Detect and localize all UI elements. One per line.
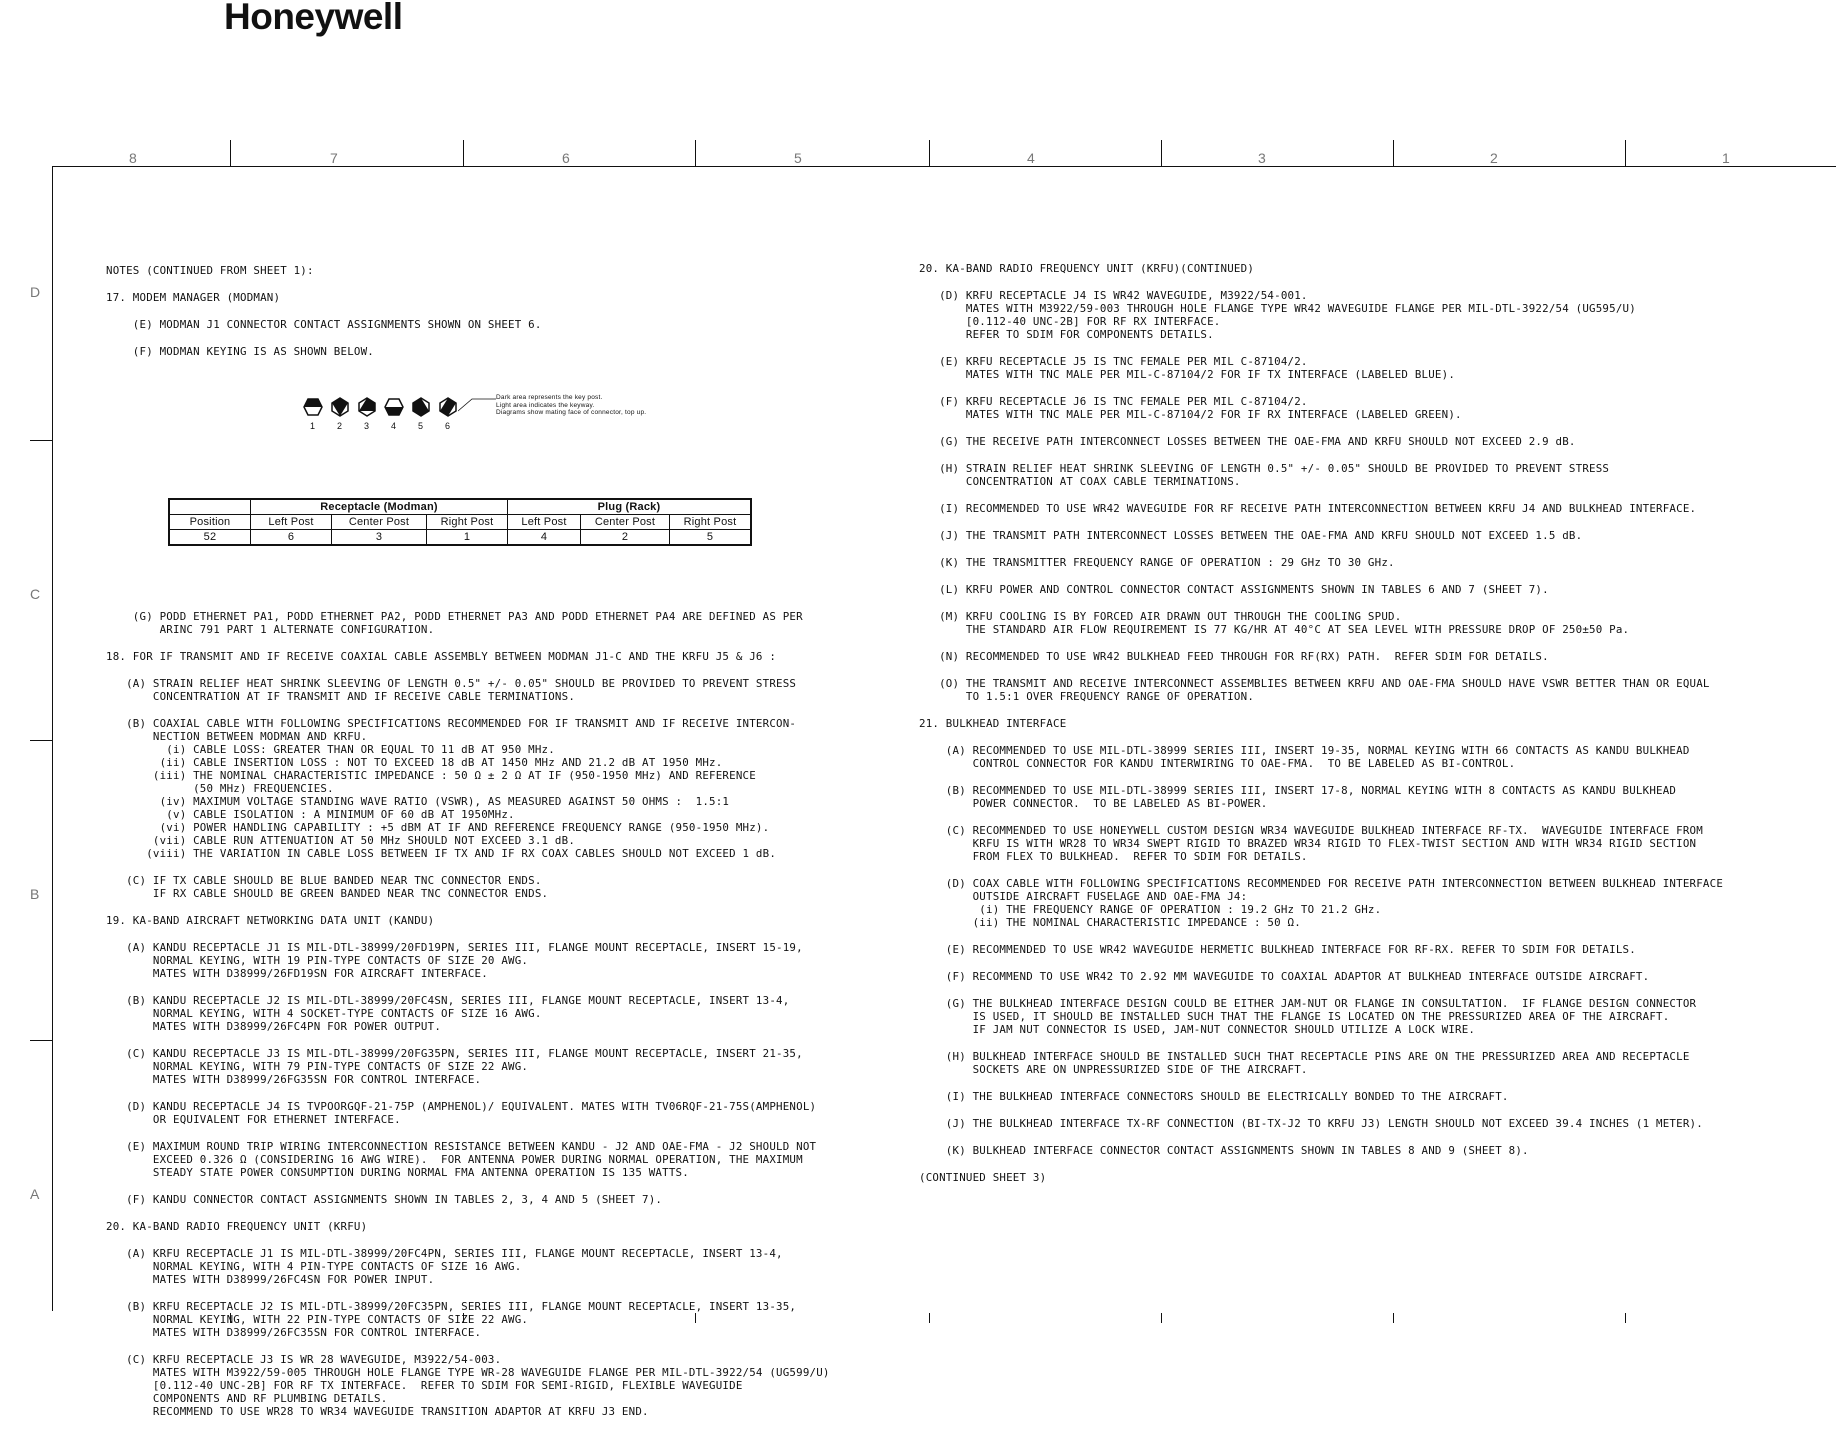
note-line: (G) THE BULKHEAD INTERFACE DESIGN COULD BE EITHER JAM-NUT OR FLANGE IN CONSULTATION. IF FLANGE DESIGN CONNECTOR [919, 997, 1697, 1010]
modman-keying-diagram [106, 394, 706, 459]
note-line: (N) RECOMMENDED TO USE WR42 BULKHEAD FEED THROUGH FOR RF(RX) PATH. REFER SDIM FOR DETAILS. [919, 650, 1549, 663]
zone-tick [1625, 1313, 1626, 1323]
line-gap [106, 1339, 906, 1353]
note-line: (G) PODD ETHERNET PA1, PODD ETHERNET PA2, PODD ETHERNET PA3 AND PODD ETHERNET PA4 ARE DEFINED AS PER [106, 610, 803, 623]
line-gap [919, 863, 1829, 877]
zone-row-label: C [30, 586, 41, 602]
zone-label: 8 [129, 150, 137, 166]
note-line: (viii) THE VARIATION IN CABLE LOSS BETWEEN IF TX AND IF RX COAX CABLES SHOULD NOT EXCEED 1 dB. [106, 847, 777, 860]
column-header: Center Post [581, 515, 670, 530]
line-gap [919, 569, 1829, 583]
table-cell: 4 [508, 530, 581, 546]
line-gap [919, 703, 1829, 717]
top-zone-ruler [52, 140, 1836, 166]
note-line: [0.112-40 UNC-2B] FOR RF RX INTERFACE. [919, 315, 1221, 328]
note-line: 20. KA-BAND RADIO FREQUENCY UNIT (KRFU) [106, 1220, 368, 1233]
line-gap [919, 636, 1829, 650]
note-line: (K) THE TRANSMITTER FREQUENCY RANGE OF OPERATION : 29 GHz TO 30 GHz. [919, 556, 1395, 569]
note-line: (i) THE FREQUENCY RANGE OF OPERATION : 19.2 GHz TO 21.2 GHz. [919, 903, 1382, 916]
line-gap [106, 927, 906, 941]
zone-label: 6 [562, 150, 570, 166]
keying-number: 4 [391, 421, 397, 431]
line-gap [919, 448, 1829, 462]
keying-number: 5 [418, 421, 424, 431]
table-cell: 5 [670, 530, 752, 546]
note-line: (I) RECOMMENDED TO USE WR42 WAVEGUIDE FOR RF RECEIVE PATH INTERCONNECTION BETWEEN KRFU J4 AND BULKHEAD INTERFACE. [919, 502, 1697, 515]
note-line: NORMAL KEYING, WITH 79 PIN-TYPE CONTACTS OF SIZE 22 AWG. [106, 1060, 529, 1073]
line-gap [919, 663, 1829, 677]
table-cell: 52 [169, 530, 251, 546]
note-line: (CONTINUED SHEET 3) [919, 1171, 1047, 1184]
zone-label: 4 [1027, 150, 1035, 166]
note-line: (C) RECOMMENDED TO USE HONEYWELL CUSTOM DESIGN WR34 WAVEGUIDE BULKHEAD INTERFACE RF-TX. WAVEGUIDE INTERFACE FROM [919, 824, 1703, 837]
zone-tick [463, 140, 464, 166]
note-line: MATES WITH M3922/59-005 THROUGH HOLE FLANGE TYPE WR-28 WAVEGUIDE FLANGE PER MIL-DTL-3922/54 (UG599/U) [106, 1366, 830, 1379]
table-cell: 1 [427, 530, 508, 546]
line-gap [919, 1036, 1829, 1050]
frame-border-top [52, 166, 1836, 167]
note-line: NORMAL KEYING, WITH 22 PIN-TYPE CONTACTS OF SIZE 22 AWG. [106, 1313, 529, 1326]
line-gap [919, 929, 1829, 943]
keying-hex-icon [303, 397, 323, 417]
note-line: (F) KRFU RECEPTACLE J6 IS TNC FEMALE PER MIL C-87104/2. [919, 395, 1308, 408]
keying-number: 6 [445, 421, 451, 431]
note-line: (F) KANDU CONNECTOR CONTACT ASSIGNMENTS SHOWN IN TABLES 2, 3, 4 AND 5 (SHEET 7). [106, 1193, 663, 1206]
line-gap [106, 1179, 906, 1193]
note-line: (E) MODMAN J1 CONNECTOR CONTACT ASSIGNMENTS SHOWN ON SHEET 6. [106, 318, 542, 331]
note-line: IS USED, IT SHOULD BE INSTALLED SUCH THAT THE FLANGE IS LOCATED ON THE PRESSURIZED AREA OF THE AIRCRAFT. [919, 1010, 1670, 1023]
note-line: (M) KRFU COOLING IS BY FORCED AIR DRAWN OUT THROUGH THE COOLING SPUD. [919, 610, 1402, 623]
zone-tick [929, 1313, 930, 1323]
note-line: (O) THE TRANSMIT AND RECEIVE INTERCONNECT ASSEMBLIES BETWEEN KRFU AND OAE-FMA SHOULD HAVE VSWR BETTER THAN OR EQUAL [919, 677, 1710, 690]
table-row [169, 530, 751, 546]
note-line: IF JAM NUT CONNECTOR IS USED, JAM-NUT CONNECTOR SHOULD UTILIZE A LOCK WIRE. [919, 1023, 1476, 1036]
note-line: (A) KANDU RECEPTACLE J1 IS MIL-DTL-38999/20FD19PN, SERIES III, FLANGE MOUNT RECEPTACLE, INSERT 15-19, [106, 941, 803, 954]
note-line: (vii) CABLE RUN ATTENUATION AT 50 MHz SHOULD NOT EXCEED 3.1 dB. [106, 834, 576, 847]
note-line: MATES WITH D38999/26FG35SN FOR CONTROL INTERFACE. [106, 1073, 482, 1086]
notes-block [106, 264, 906, 358]
zone-tick [1393, 1313, 1394, 1323]
line-gap [919, 596, 1829, 610]
note-line: MATES WITH D38999/26FC4PN FOR POWER OUTPUT. [106, 1020, 442, 1033]
note-line: MATES WITH TNC MALE PER MIL-C-87104/2 FOR IF RX INTERFACE (LABELED GREEN). [919, 408, 1462, 421]
honeywell-logo: Honeywell [224, 0, 403, 37]
note-line: ARINC 791 PART 1 ALTERNATE CONFIGURATION. [106, 623, 435, 636]
keying-number: 3 [364, 421, 370, 431]
note-line: (vi) POWER HANDLING CAPABILITY : +5 dBM AT IF AND REFERENCE FREQUENCY RANGE (950-1950 MHz). [106, 821, 770, 834]
note-line: (A) RECOMMENDED TO USE MIL-DTL-38999 SERIES III, INSERT 19-35, NORMAL KEYING WITH 66 CONTACTS AS KANDU BULKHEAD [919, 744, 1690, 757]
note-line: (50 MHz) FREQUENCIES. [106, 782, 334, 795]
note-line: NORMAL KEYING, WITH 19 PIN-TYPE CONTACTS OF SIZE 20 AWG. [106, 954, 529, 967]
note-line: 19. KA-BAND AIRCRAFT NETWORKING DATA UNIT (KANDU) [106, 914, 435, 927]
zone-tick [230, 140, 231, 166]
note-line: RECOMMEND TO USE WR28 TO WR34 WAVEGUIDE TRANSITION ADAPTOR AT KRFU J3 END. [106, 1405, 649, 1418]
note-line: (D) KANDU RECEPTACLE J4 IS TVPOORGQF-21-75P (AMPHENOL)/ EQUIVALENT. MATES WITH TV06RQF-21-75S(AMPHENOL) [106, 1100, 817, 1113]
line-gap [919, 381, 1829, 395]
line-gap [919, 1157, 1829, 1171]
note-line: (J) THE BULKHEAD INTERFACE TX-RF CONNECTION (BI-TX-J2 TO KRFU J3) LENGTH SHOULD NOT EXCEED 39.4 INCHES (1 METER). [919, 1117, 1703, 1130]
line-gap [919, 488, 1829, 502]
zone-tick [1393, 140, 1394, 166]
note-line: STEADY STATE POWER CONSUMPTION DURING NORMAL FMA ANTENNA OPERATION IS 135 WATTS. [106, 1166, 689, 1179]
line-gap [919, 1103, 1829, 1117]
note-line: REFER TO SDIM FOR COMPONENTS DETAILS. [919, 328, 1214, 341]
column-header: Right Post [670, 515, 752, 530]
note-line: IF RX CABLE SHOULD BE GREEN BANDED NEAR TNC CONNECTOR ENDS. [106, 887, 549, 900]
table-cell: 3 [332, 530, 427, 546]
line-gap [106, 277, 906, 291]
note-line: (B) KANDU RECEPTACLE J2 IS MIL-DTL-38999/20FC4SN, SERIES III, FLANGE MOUNT RECEPTACLE, INSERT 13-4, [106, 994, 790, 1007]
line-gap [106, 304, 906, 318]
column-header: Left Post [251, 515, 332, 530]
note-line: (I) THE BULKHEAD INTERFACE CONNECTORS SHOULD BE ELECTRICALLY BONDED TO THE AIRCRAFT. [919, 1090, 1509, 1103]
keying-number: 2 [337, 421, 343, 431]
note-line: (L) KRFU POWER AND CONTROL CONNECTOR CONTACT ASSIGNMENTS SHOWN IN TABLES 6 AND 7 (SHEET 7). [919, 583, 1549, 596]
column-header: Left Post [508, 515, 581, 530]
line-gap [919, 275, 1829, 289]
row-tick [30, 440, 52, 441]
line-gap [106, 980, 906, 994]
notes-block [106, 610, 906, 1418]
plug-header: Plug (Rack) [508, 499, 752, 515]
line-gap [919, 770, 1829, 784]
line-gap [106, 860, 906, 874]
note-line: 20. KA-BAND RADIO FREQUENCY UNIT (KRFU)(CONTINUED) [919, 262, 1255, 275]
note-line: NOTES (CONTINUED FROM SHEET 1): [106, 264, 314, 277]
zone-tick [1625, 140, 1626, 166]
note-line: (iii) THE NOMINAL CHARACTERISTIC IMPEDANCE : 50 Ω ± 2 Ω AT IF (950-1950 MHz) AND REFERENCE [106, 769, 756, 782]
line-gap [106, 1233, 906, 1247]
note-line: (E) MAXIMUM ROUND TRIP WIRING INTERCONNECTION RESISTANCE BETWEEN KANDU - J2 AND OAE-FMA - J2 SHOULD NOT [106, 1140, 817, 1153]
frame-border-left [52, 166, 53, 1311]
zone-label: 7 [330, 150, 338, 166]
line-gap [106, 900, 906, 914]
note-line: (H) BULKHEAD INTERFACE SHOULD BE INSTALLED SUCH THAT RECEPTACLE PINS ARE ON THE PRESSURIZED AREA AND RECEPTACLE [919, 1050, 1690, 1063]
line-gap [919, 515, 1829, 529]
receptacle-header: Receptacle (Modman) [251, 499, 508, 515]
keying-number: 1 [310, 421, 316, 431]
note-line: (ii) THE NOMINAL CHARACTERISTIC IMPEDANCE : 50 Ω. [919, 916, 1301, 929]
note-line: (G) THE RECEIVE PATH INTERCONNECT LOSSES BETWEEN THE OAE-FMA AND KRFU SHOULD NOT EXCEED 2.9 dB. [919, 435, 1576, 448]
line-gap [919, 810, 1829, 824]
note-line: MATES WITH TNC MALE PER MIL-C-87104/2 FOR IF TX INTERFACE (LABELED BLUE). [919, 368, 1456, 381]
table-header-blank [169, 499, 251, 515]
note-line: (i) CABLE LOSS: GREATER THAN OR EQUAL TO 11 dB AT 950 MHz. [106, 743, 555, 756]
leader-line [458, 397, 498, 413]
line-gap [106, 1086, 906, 1100]
zone-row-label: B [30, 886, 40, 902]
note-line: CONTROL CONNECTOR FOR KANDU INTERWIRING TO OAE-FMA. TO BE LABELED AS BI-CONTROL. [919, 757, 1516, 770]
note-line: NECTION BETWEEN MODMAN AND KRFU. [106, 730, 368, 743]
notes-block [919, 262, 1829, 1184]
line-gap [919, 341, 1829, 355]
keying-hex-icon [330, 397, 350, 417]
note-line: (E) RECOMMENDED TO USE WR42 WAVEGUIDE HERMETIC BULKHEAD INTERFACE FOR RF-RX. REFER TO SDIM FOR DETAILS. [919, 943, 1636, 956]
line-gap [106, 663, 906, 677]
note-line: MATES WITH D38999/26FD19SN FOR AIRCRAFT INTERFACE. [106, 967, 488, 980]
note-line: MATES WITH D38999/26FC4SN FOR POWER INPUT. [106, 1273, 435, 1286]
line-gap [106, 1126, 906, 1140]
note-line: (C) KANDU RECEPTACLE J3 IS MIL-DTL-38999/20FG35PN, SERIES III, FLANGE MOUNT RECEPTACLE, INSERT 21-35, [106, 1047, 803, 1060]
note-line: 21. BULKHEAD INTERFACE [919, 717, 1067, 730]
line-gap [919, 421, 1829, 435]
line-gap [919, 983, 1829, 997]
keying-legend: Dark area represents the key post. Light area indicates the keyway. Diagrams show mating face of connector, top up. [496, 394, 647, 416]
note-line: (B) RECOMMENDED TO USE MIL-DTL-38999 SERIES III, INSERT 17-8, NORMAL KEYING WITH 8 CONTACTS AS KANDU BULKHEAD [919, 784, 1677, 797]
line-gap [106, 1206, 906, 1220]
line-gap [919, 1076, 1829, 1090]
line-gap [106, 331, 906, 345]
note-line: (D) COAX CABLE WITH FOLLOWING SPECIFICATIONS RECOMMENDED FOR RECEIVE PATH INTERCONNECTION BETWEEN BULKHEAD INTERFACE [919, 877, 1724, 890]
column-header: Position [169, 515, 251, 530]
zone-tick [1161, 1313, 1162, 1323]
note-line: THE STANDARD AIR FLOW REQUIREMENT IS 77 KG/HR AT 40°C AT SEA LEVEL WITH PRESSURE DROP OF 250±50 Pa. [919, 623, 1630, 636]
note-line: (ii) CABLE INSERTION LOSS : NOT TO EXCEED 18 dB AT 1450 MHz AND 21.2 dB AT 1950 MHz. [106, 756, 723, 769]
note-line: FROM FLEX TO BULKHEAD. REFER TO SDIM FOR DETAILS. [919, 850, 1308, 863]
note-line: EXCEED 0.326 Ω (CONSIDERING 16 AWG WIRE). FOR ANTENNA POWER DURING NORMAL OPERATION, THE MAXIMUM [106, 1153, 803, 1166]
zone-tick [929, 140, 930, 166]
note-line: OR EQUIVALENT FOR ETHERNET INTERFACE. [106, 1113, 401, 1126]
zone-label: 2 [1490, 150, 1498, 166]
note-line: SOCKETS ARE ON UNPRESSURIZED SIDE OF THE AIRCRAFT. [919, 1063, 1308, 1076]
line-gap [919, 730, 1829, 744]
line-gap [106, 636, 906, 650]
note-line: (B) KRFU RECEPTACLE J2 IS MIL-DTL-38999/20FC35PN, SERIES III, FLANGE MOUNT RECEPTACLE, INSERT 13-35, [106, 1300, 797, 1313]
note-line: [0.112-40 UNC-2B] FOR RF TX INTERFACE. REFER TO SDIM FOR SEMI-RIGID, FLEXIBLE WAVEGUIDE [106, 1379, 743, 1392]
note-line: (C) KRFU RECEPTACLE J3 IS WR 28 WAVEGUIDE, M3922/54-003. [106, 1353, 502, 1366]
note-line: (A) KRFU RECEPTACLE J1 IS MIL-DTL-38999/20FC4PN, SERIES III, FLANGE MOUNT RECEPTACLE, INSERT 13-4, [106, 1247, 783, 1260]
zone-label: 3 [1258, 150, 1266, 166]
zone-row-label: A [30, 1186, 40, 1202]
note-line: CONCENTRATION AT COAX CABLE TERMINATIONS. [919, 475, 1241, 488]
zone-row-label: D [30, 284, 41, 300]
zone-tick [1161, 140, 1162, 166]
note-line: (H) STRAIN RELIEF HEAT SHRINK SLEEVING OF LENGTH 0.5" +/- 0.05" SHOULD BE PROVIDED TO PREVENT STRESS [919, 462, 1610, 475]
note-line: OUTSIDE AIRCRAFT FUSELAGE AND OAE-FMA J4: [919, 890, 1248, 903]
note-line: MATES WITH M3922/59-003 THROUGH HOLE FLANGE TYPE WR42 WAVEGUIDE FLANGE PER MIL-DTL-3922/54 (UG595/U) [919, 302, 1636, 315]
table-cell: 2 [581, 530, 670, 546]
note-line: (iv) MAXIMUM VOLTAGE STANDING WAVE RATIO (VSWR), AS MEASURED AGAINST 50 OHMS : 1.5:1 [106, 795, 730, 808]
note-line: NORMAL KEYING, WITH 4 SOCKET-TYPE CONTACTS OF SIZE 16 AWG. [106, 1007, 542, 1020]
note-line: (D) KRFU RECEPTACLE J4 IS WR42 WAVEGUIDE, M3922/54-001. [919, 289, 1308, 302]
line-gap [106, 703, 906, 717]
note-line: COMPONENTS AND RF PLUMBING DETAILS. [106, 1392, 388, 1405]
note-line: KRFU IS WITH WR28 TO WR34 SWEPT RIGID TO BRAZED WR34 RIGID TO FLEX-TWIST SECTION AND WITH WR34 RIGID SECTION [919, 837, 1697, 850]
line-gap [919, 1130, 1829, 1144]
note-line: (F) MODMAN KEYING IS AS SHOWN BELOW. [106, 345, 375, 358]
row-tick [30, 740, 52, 741]
line-gap [919, 956, 1829, 970]
note-line: TO 1.5:1 OVER FREQUENCY RANGE OF OPERATION. [919, 690, 1255, 703]
keying-hex-icon [384, 397, 404, 417]
line-gap [106, 1286, 906, 1300]
notes-right-column [919, 236, 1829, 1197]
row-tick [30, 1040, 52, 1041]
keying-position-table [168, 498, 752, 546]
keying-hex-icon [411, 397, 431, 417]
note-line: 18. FOR IF TRANSMIT AND IF RECEIVE COAXIAL CABLE ASSEMBLY BETWEEN MODMAN J1-C AND THE KRFU J5 & J6 : [106, 650, 777, 663]
note-line: (J) THE TRANSMIT PATH INTERCONNECT LOSSES BETWEEN THE OAE-FMA AND KRFU SHOULD NOT EXCEED 1.5 dB. [919, 529, 1583, 542]
keying-hex-icon [438, 397, 458, 417]
note-line: (K) BULKHEAD INTERFACE CONNECTOR CONTACT ASSIGNMENTS SHOWN IN TABLES 8 AND 9 (SHEET 8). [919, 1144, 1529, 1157]
note-line: CONCENTRATION AT IF TRANSMIT AND IF RECEIVE CABLE TERMINATIONS. [106, 690, 576, 703]
keying-hex-icon [357, 397, 377, 417]
zone-label: 1 [1722, 150, 1730, 166]
column-header: Right Post [427, 515, 508, 530]
line-gap [919, 542, 1829, 556]
note-line: (C) IF TX CABLE SHOULD BE BLUE BANDED NEAR TNC CONNECTOR ENDS. [106, 874, 542, 887]
column-header: Center Post [332, 515, 427, 530]
note-line: (F) RECOMMEND TO USE WR42 TO 2.92 MM WAVEGUIDE TO COAXIAL ADAPTOR AT BULKHEAD INTERFACE OUTSIDE AIRCRAFT. [919, 970, 1650, 983]
line-gap [106, 1033, 906, 1047]
note-line: (A) STRAIN RELIEF HEAT SHRINK SLEEVING OF LENGTH 0.5" +/- 0.05" SHOULD BE PROVIDED TO PREVENT STRESS [106, 677, 797, 690]
note-line: 17. MODEM MANAGER (MODMAN) [106, 291, 281, 304]
note-line: (v) CABLE ISOLATION : A MINIMUM OF 60 dB AT 1950MHz. [106, 808, 515, 821]
note-line: NORMAL KEYING, WITH 4 PIN-TYPE CONTACTS OF SIZE 16 AWG. [106, 1260, 522, 1273]
zone-tick [695, 140, 696, 166]
notes-left-column [106, 238, 906, 1431]
table-cell: 6 [251, 530, 332, 546]
zone-label: 5 [794, 150, 802, 166]
note-line: (B) COAXIAL CABLE WITH FOLLOWING SPECIFICATIONS RECOMMENDED FOR IF TRANSMIT AND IF RECEIVE INTERCON- [106, 717, 797, 730]
note-line: POWER CONNECTOR. TO BE LABELED AS BI-POWER. [919, 797, 1268, 810]
note-line: MATES WITH D38999/26FC35SN FOR CONTROL INTERFACE. [106, 1326, 482, 1339]
note-line: (E) KRFU RECEPTACLE J5 IS TNC FEMALE PER MIL C-87104/2. [919, 355, 1308, 368]
